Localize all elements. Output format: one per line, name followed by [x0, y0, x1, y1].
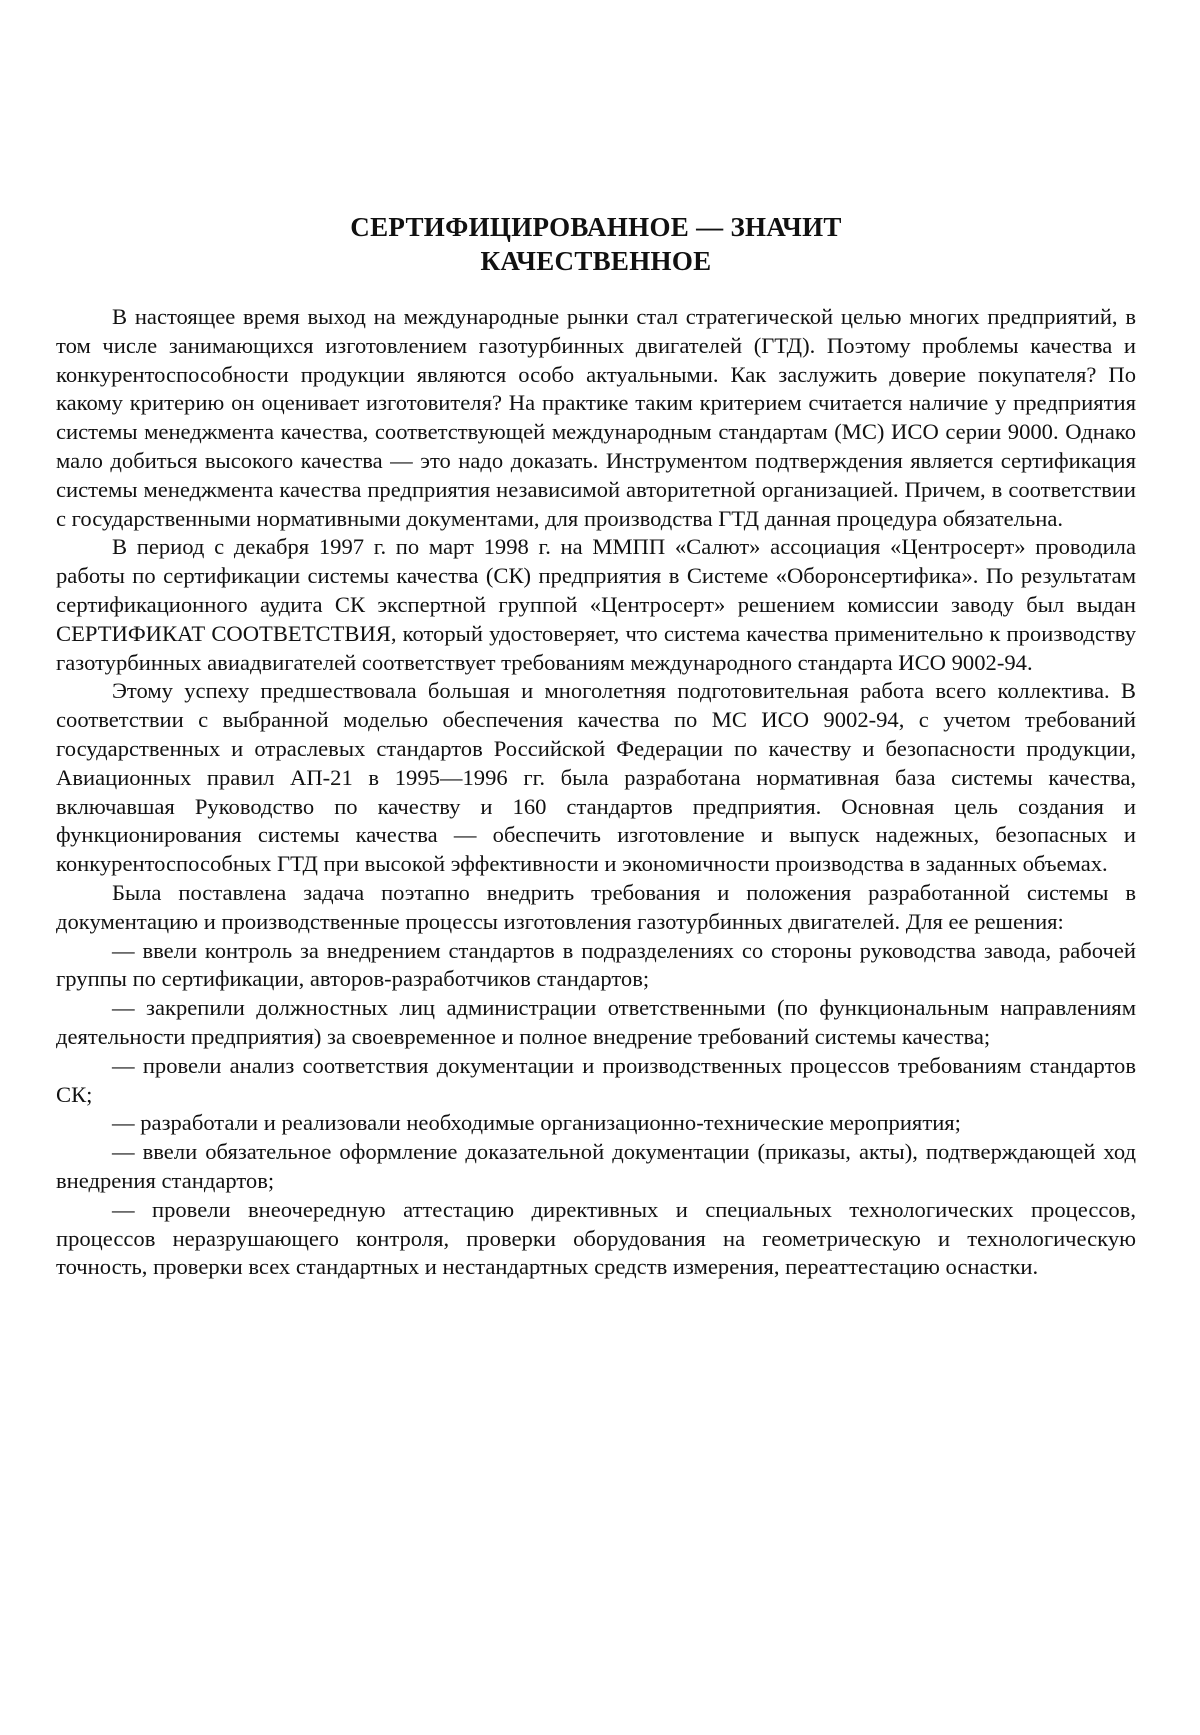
list-item-measures: — разработали и реализовали необходимые организационно-технические мероприятия;: [56, 1109, 1136, 1138]
list-item-analysis: — провели анализ соответствия документации и производственных процессов требованиям стандартов СК;: [56, 1052, 1136, 1110]
list-item-responsibility: — закрепили должностных лиц администрации ответственными (по функциональным направлениям деятельности предприятия) за своевременное и полное внедрение требований системы качества;: [56, 994, 1136, 1052]
article-body: [56, 303, 1136, 1282]
paragraph-certification: В период с декабря 1997 г. по март 1998 г. на ММПП «Салют» ассоциация «Центросерт» проводила работы по сертификации системы качества (СК) предприятия в Системе «Оборонсертифика». По результатам сертификационного аудита СК экспертной группой «Центросерт» решением комиссии заводу был выдан СЕРТИФИКАТ СООТВЕТСТВИЯ, который удостоверяет, что система качества применительно к производству газотурбинных авиадвигателей соответствует требованиям международного стандарта ИСО 9002-94.: [56, 533, 1136, 677]
list-item-control: — ввели контроль за внедрением стандартов в подразделениях со стороны руководства завода, рабочей группы по сертификации, авторов-разработчиков стандартов;: [56, 937, 1136, 995]
paragraph-task: Была поставлена задача поэтапно внедрить требования и положения разработанной системы в документацию и производственные процессы изготовления газотурбинных двигателей. Для ее решения:: [56, 879, 1136, 937]
article-title-line-2: КАЧЕСТВЕННОЕ: [56, 244, 1136, 278]
list-item-attestation: — провели внеочередную аттестацию директивных и специальных технологических процессов, процессов неразрушающего контроля, проверки оборудования на геометрическую и технологическую точность, проверки всех стандартных и нестандартных средств измерения, переаттестацию оснастки.: [56, 1196, 1136, 1282]
document-page: [56, 210, 1136, 1282]
paragraph-preparation: Этому успеху предшествовала большая и многолетняя подготовительная работа всего коллектива. В соответствии с выбранной моделью обеспечения качества по МС ИСО 9002-94, с учетом требований государственных и отраслевых стандартов Российской Федерации по качеству и безопасности продукции, Авиационных правил АП-21 в 1995—1996 гг. была разработана нормативная база системы качества, включавшая Руководство по качеству и 160 стандартов предприятия. Основная цель создания и функционирования системы качества — обеспечить изготовление и выпуск надежных, безопасных и конкурентоспособных ГТД при высокой эффективности и экономичности производства в заданных объемах.: [56, 677, 1136, 879]
paragraph-intro: В настоящее время выход на международные рынки стал стратегической целью многих предприятий, в том числе занимающихся изготовлением газотурбинных двигателей (ГТД). Поэтому проблемы качества и конкурентоспособности продукции являются особо актуальными. Как заслужить доверие покупателя? По какому критерию он оценивает изготовителя? На практике таким критерием считается наличие у предприятия системы менеджмента качества, соответствующей международным стандартам (МС) ИСО серии 9000. Однако мало добиться высокого качества — это надо доказать. Инструментом подтверждения является сертификация системы менеджмента качества предприятия независимой авторитетной организацией. Причем, в соответствии с государственными нормативными документами, для производства ГТД данная процедура обязательна.: [56, 303, 1136, 533]
article-title: [56, 210, 1136, 278]
article-title-line-1: СЕРТИФИЦИРОВАННОЕ — ЗНАЧИТ: [56, 210, 1136, 244]
list-item-documentation: — ввели обязательное оформление доказательной документации (приказы, акты), подтверждающей ход внедрения стандартов;: [56, 1138, 1136, 1196]
